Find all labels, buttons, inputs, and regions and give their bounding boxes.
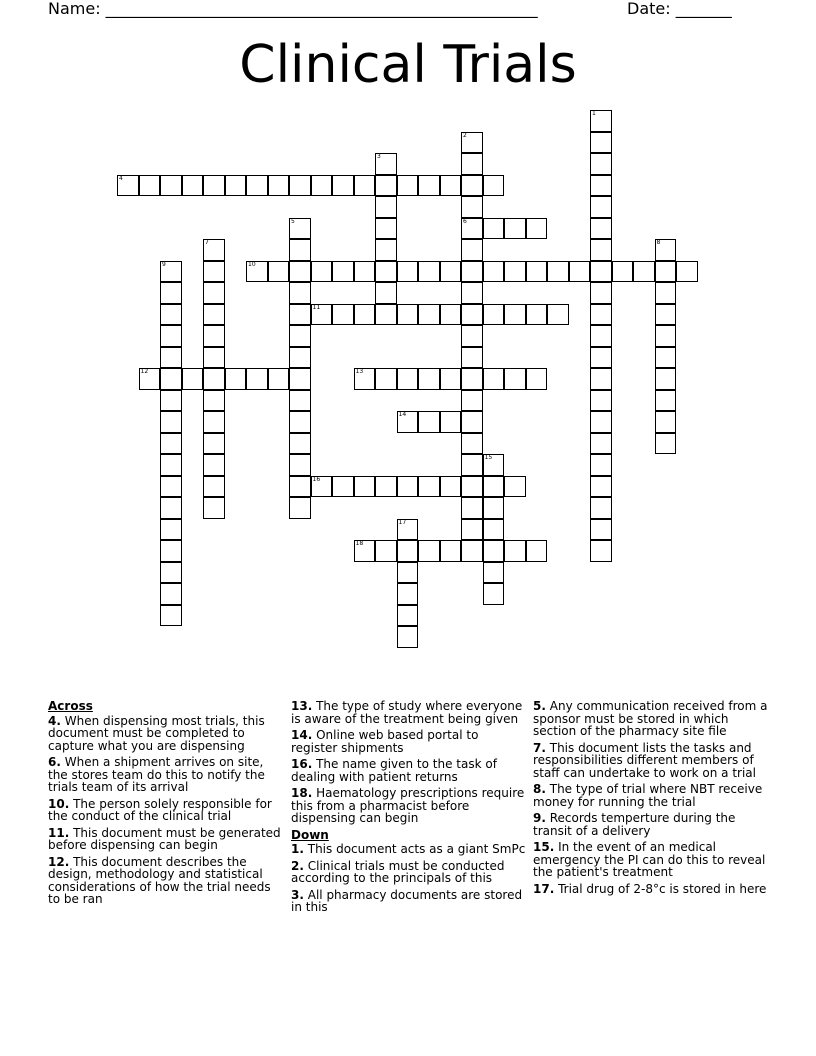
grid-cell[interactable] <box>397 519 419 541</box>
grid-cell[interactable] <box>590 519 612 541</box>
grid-cell[interactable] <box>483 562 505 584</box>
grid-cell[interactable] <box>590 347 612 369</box>
grid-cell[interactable] <box>203 304 225 326</box>
grid-cell[interactable] <box>461 304 483 326</box>
page-title: Clinical Trials <box>239 35 577 95</box>
grid-cell[interactable] <box>246 261 268 283</box>
grid-cell[interactable] <box>483 261 505 283</box>
grid-cell[interactable] <box>160 325 182 347</box>
grid-cell[interactable] <box>590 175 612 197</box>
grid-cell[interactable] <box>397 562 419 584</box>
grid-cell[interactable] <box>311 476 333 498</box>
grid-cell[interactable] <box>311 175 333 197</box>
grid-cell[interactable] <box>246 175 268 197</box>
grid-cell[interactable] <box>418 261 440 283</box>
grid-cell[interactable] <box>160 519 182 541</box>
grid-cell[interactable] <box>289 476 311 498</box>
grid-cell[interactable] <box>289 454 311 476</box>
grid-cell[interactable] <box>655 433 677 455</box>
clue-across-13: 13. The type of study where everyone is aware of the treatment being given <box>291 699 523 726</box>
clue-down-3: 3. All pharmacy documents are stored in this <box>291 887 523 914</box>
grid-cell[interactable] <box>504 218 526 240</box>
grid-cell[interactable] <box>483 583 505 605</box>
grid-cell[interactable] <box>397 411 419 433</box>
grid-cell[interactable] <box>569 261 591 283</box>
grid-cell[interactable] <box>483 368 505 390</box>
grid-cell[interactable] <box>590 497 612 519</box>
grid-cell[interactable] <box>590 454 612 476</box>
grid-cell[interactable] <box>483 175 505 197</box>
clue-down-15: 15. In the event of an medical emergency the PI can do this to reveal the patient's treatment <box>533 840 766 879</box>
grid-cell[interactable] <box>526 218 548 240</box>
grid-cell[interactable] <box>504 368 526 390</box>
grid-cell[interactable] <box>590 304 612 326</box>
grid-cell[interactable] <box>397 476 419 498</box>
grid-cell[interactable] <box>289 261 311 283</box>
clue-number-label: 11 <box>312 303 321 311</box>
grid-cell[interactable] <box>418 476 440 498</box>
clue-number-label: 12 <box>140 368 149 375</box>
grid-cell[interactable] <box>375 368 397 390</box>
grid-cell[interactable] <box>397 175 419 197</box>
clue-across-12: 12. This document describes the design, methodology and statistical considerations of how the trial needs to be ran <box>48 854 271 906</box>
clue-down-2: 2. Clinical trials must be conducted according to the principals of this <box>291 858 505 885</box>
grid-cell[interactable] <box>332 175 354 197</box>
grid-cell[interactable] <box>461 325 483 347</box>
clue-down-7: 7. This document lists the tasks and responsibilities different members of staff can undertake to work on a trial <box>533 740 756 780</box>
grid-cell[interactable] <box>268 368 290 390</box>
grid-cell[interactable] <box>203 261 225 283</box>
grid-cell[interactable] <box>590 153 612 175</box>
grid-cell[interactable] <box>590 390 612 412</box>
grid-cell[interactable] <box>504 304 526 326</box>
grid-cell[interactable] <box>246 368 268 390</box>
clue-number-label: 7 <box>205 239 209 246</box>
grid-cell[interactable] <box>483 476 505 498</box>
grid-cell[interactable] <box>440 540 462 562</box>
grid-cell[interactable] <box>354 261 376 283</box>
grid-cell[interactable] <box>160 583 182 605</box>
grid-cell[interactable] <box>590 239 612 261</box>
clue-number-label: 15 <box>484 454 493 461</box>
grid-cell[interactable] <box>440 411 462 433</box>
clue-across-16: 16. The name given to the task of dealing with patient returns <box>291 757 497 784</box>
clue-number-label: 17 <box>398 518 407 526</box>
grid-cell[interactable] <box>203 175 225 197</box>
clue-across-14: 14. Online web based portal to register shipments <box>291 728 479 755</box>
grid-cell[interactable] <box>203 368 225 390</box>
grid-cell[interactable] <box>289 368 311 390</box>
grid-cell[interactable] <box>461 132 483 154</box>
grid-cell[interactable] <box>418 304 440 326</box>
grid-cell[interactable] <box>461 175 483 197</box>
grid-cell[interactable] <box>160 476 182 498</box>
grid-cell[interactable] <box>268 261 290 283</box>
grid-cell[interactable] <box>461 218 483 240</box>
grid-cell[interactable] <box>483 218 505 240</box>
grid-cell[interactable] <box>440 476 462 498</box>
clue-down-5: 5. Any communication received from a sponsor must be stored in which section of the pharmacy site file <box>533 699 768 738</box>
grid-cell[interactable] <box>461 540 483 562</box>
grid-cell[interactable] <box>203 454 225 476</box>
clues-column-1 <box>48 700 284 910</box>
grid-cell[interactable] <box>289 175 311 197</box>
grid-cell[interactable] <box>440 368 462 390</box>
grid-cell[interactable] <box>461 282 483 304</box>
grid-cell[interactable] <box>182 368 204 390</box>
grid-cell[interactable] <box>225 368 247 390</box>
grid-cell[interactable] <box>160 175 182 197</box>
grid-cell[interactable] <box>160 390 182 412</box>
grid-cell[interactable] <box>483 497 505 519</box>
grid-cell[interactable] <box>375 282 397 304</box>
grid-cell[interactable] <box>289 304 311 326</box>
grid-cell[interactable] <box>160 605 182 627</box>
grid-cell[interactable] <box>461 519 483 541</box>
grid-cell[interactable] <box>182 175 204 197</box>
grid-cell[interactable] <box>461 454 483 476</box>
grid-cell[interactable] <box>655 325 677 347</box>
grid-cell[interactable] <box>289 239 311 261</box>
clue-across-4: 4. When dispensing most trials, this document must be completed to capture what you are dispensing <box>48 713 265 753</box>
grid-cell[interactable] <box>117 175 139 197</box>
grid-cell[interactable] <box>504 540 526 562</box>
grid-cell[interactable] <box>440 304 462 326</box>
grid-cell[interactable] <box>203 433 225 455</box>
grid-cell[interactable] <box>375 175 397 197</box>
grid-cell[interactable] <box>397 605 419 627</box>
grid-cell[interactable] <box>203 497 225 519</box>
grid-cell[interactable] <box>160 411 182 433</box>
grid-cell[interactable] <box>397 304 419 326</box>
grid-cell[interactable] <box>418 411 440 433</box>
clue-number-label: 6 <box>463 217 467 225</box>
grid-cell[interactable] <box>354 304 376 326</box>
grid-cell[interactable] <box>461 239 483 261</box>
grid-cell[interactable] <box>590 540 612 562</box>
grid-cell[interactable] <box>461 153 483 175</box>
grid-cell[interactable] <box>461 390 483 412</box>
clue-number-label: 1 <box>592 110 596 117</box>
grid-cell[interactable] <box>160 282 182 304</box>
grid-cell[interactable] <box>289 325 311 347</box>
grid-cell[interactable] <box>139 175 161 197</box>
grid-cell[interactable] <box>375 304 397 326</box>
clue-number-label: 5 <box>291 217 295 225</box>
grid-cell[interactable] <box>461 476 483 498</box>
grid-cell[interactable] <box>655 411 677 433</box>
grid-cell[interactable] <box>160 304 182 326</box>
grid-cell[interactable] <box>461 347 483 369</box>
clue-number-label: 16 <box>312 475 321 483</box>
grid-cell[interactable] <box>612 261 634 283</box>
grid-cell[interactable] <box>461 261 483 283</box>
grid-cell[interactable] <box>354 540 376 562</box>
grid-cell[interactable] <box>354 175 376 197</box>
grid-cell[interactable] <box>375 196 397 218</box>
grid-cell[interactable] <box>203 411 225 433</box>
grid-cell[interactable] <box>655 304 677 326</box>
grid-cell[interactable] <box>139 368 161 390</box>
grid-cell[interactable] <box>461 411 483 433</box>
grid-cell[interactable] <box>547 304 569 326</box>
grid-cell[interactable] <box>289 411 311 433</box>
grid-cell[interactable] <box>203 476 225 498</box>
grid-cell[interactable] <box>289 347 311 369</box>
grid-cell[interactable] <box>655 368 677 390</box>
grid-cell[interactable] <box>483 454 505 476</box>
grid-cell[interactable] <box>418 540 440 562</box>
grid-cell[interactable] <box>203 325 225 347</box>
grid-cell[interactable] <box>375 540 397 562</box>
grid-cell[interactable] <box>203 282 225 304</box>
grid-cell[interactable] <box>461 368 483 390</box>
clue-number-label: 10 <box>248 260 256 268</box>
grid-cell[interactable] <box>590 218 612 240</box>
grid-cell[interactable] <box>590 132 612 154</box>
grid-cell[interactable] <box>440 175 462 197</box>
clues-column-2 <box>291 700 527 918</box>
name-field-label[interactable]: Name: ______________________________________________________ <box>48 0 538 18</box>
grid-cell[interactable] <box>590 325 612 347</box>
clue-number-label: 18 <box>355 540 364 547</box>
grid-cell[interactable] <box>418 368 440 390</box>
grid-cell[interactable] <box>483 304 505 326</box>
grid-cell[interactable] <box>590 368 612 390</box>
grid-cell[interactable] <box>289 390 311 412</box>
grid-cell[interactable] <box>375 476 397 498</box>
grid-cell[interactable] <box>397 626 419 648</box>
grid-cell[interactable] <box>504 261 526 283</box>
grid-cell[interactable] <box>375 218 397 240</box>
clue-number-label: 2 <box>463 131 467 139</box>
grid-cell[interactable] <box>160 347 182 369</box>
grid-cell[interactable] <box>203 239 225 261</box>
grid-cell[interactable] <box>160 497 182 519</box>
grid-cell[interactable] <box>332 476 354 498</box>
clue-number-label: 8 <box>656 239 661 246</box>
grid-cell[interactable] <box>655 239 677 261</box>
grid-cell[interactable] <box>590 433 612 455</box>
grid-cell[interactable] <box>375 153 397 175</box>
clue-number-label: 4 <box>119 174 123 182</box>
date-field-label[interactable]: Date: _______ <box>627 0 732 18</box>
grid-cell[interactable] <box>526 368 548 390</box>
grid-cell[interactable] <box>225 175 247 197</box>
clue-down-1: 1. This document acts as a giant SmPc <box>291 842 526 856</box>
grid-cell[interactable] <box>590 110 612 132</box>
grid-cell[interactable] <box>354 368 376 390</box>
grid-cell[interactable] <box>397 261 419 283</box>
grid-cell[interactable] <box>160 540 182 562</box>
grid-cell[interactable] <box>268 175 290 197</box>
grid-cell[interactable] <box>590 411 612 433</box>
grid-cell[interactable] <box>397 583 419 605</box>
grid-cell[interactable] <box>655 261 677 283</box>
grid-cell[interactable] <box>461 196 483 218</box>
clue-across-6: 6. When a shipment arrives on site, the stores team do this to notify the trials team of its arrival <box>48 755 265 794</box>
grid-cell[interactable] <box>397 368 419 390</box>
clues-column-3 <box>533 700 769 899</box>
grid-cell[interactable] <box>289 282 311 304</box>
clue-down-8: 8. The type of trial where NBT receive money for running the trial <box>533 782 763 809</box>
grid-cell[interactable] <box>311 261 333 283</box>
clue-down-17: 17. Trial drug of 2-8°c is stored in here <box>533 881 767 896</box>
grid-cell[interactable] <box>655 347 677 369</box>
grid-cell[interactable] <box>461 497 483 519</box>
grid-cell[interactable] <box>526 261 548 283</box>
grid-cell[interactable] <box>590 476 612 498</box>
grid-cell[interactable] <box>590 261 612 283</box>
clue-down-9: 9. Records temperture during the transit of a delivery <box>533 811 736 838</box>
grid-cell[interactable] <box>504 476 526 498</box>
grid-cell[interactable] <box>160 454 182 476</box>
grid-cell[interactable] <box>440 261 462 283</box>
grid-cell[interactable] <box>418 175 440 197</box>
clue-across-11: 11. This document must be generated before dispensing can begin <box>48 825 281 852</box>
grid-cell[interactable] <box>160 562 182 584</box>
clue-number-label: 9 <box>162 260 166 268</box>
grid-cell[interactable] <box>354 476 376 498</box>
grid-cell[interactable] <box>332 261 354 283</box>
grid-cell[interactable] <box>203 347 225 369</box>
grid-cell[interactable] <box>590 196 612 218</box>
grid-cell[interactable] <box>590 282 612 304</box>
grid-cell[interactable] <box>160 433 182 455</box>
grid-cell[interactable] <box>483 540 505 562</box>
grid-cell[interactable] <box>526 540 548 562</box>
down-heading: Down <box>291 827 329 842</box>
clue-number-label: 3 <box>377 153 381 160</box>
grid-cell[interactable] <box>332 304 354 326</box>
grid-cell[interactable] <box>655 390 677 412</box>
grid-cell[interactable] <box>289 497 311 519</box>
grid-cell[interactable] <box>160 261 182 283</box>
clue-number-label: 14 <box>398 411 407 418</box>
grid-cell[interactable] <box>483 519 505 541</box>
grid-cell[interactable] <box>311 304 333 326</box>
clue-across-18: 18. Haematology prescriptions require this from a pharmacist before dispensing can begin <box>291 786 525 825</box>
clue-across-10: 10. The person solely responsible for the conduct of the clinical trial <box>48 796 272 823</box>
grid-cell[interactable] <box>203 390 225 412</box>
across-heading: Across <box>48 699 93 713</box>
grid-cell[interactable] <box>676 261 698 283</box>
grid-cell[interactable] <box>289 218 311 240</box>
grid-cell[interactable] <box>397 540 419 562</box>
grid-cell[interactable] <box>160 368 182 390</box>
grid-cell[interactable] <box>289 433 311 455</box>
grid-cell[interactable] <box>461 433 483 455</box>
grid-cell[interactable] <box>375 261 397 283</box>
grid-cell[interactable] <box>375 239 397 261</box>
grid-cell[interactable] <box>633 261 655 283</box>
grid-cell[interactable] <box>655 282 677 304</box>
grid-cell[interactable] <box>526 304 548 326</box>
grid-cell[interactable] <box>547 261 569 283</box>
clue-number-label: 13 <box>355 368 364 375</box>
